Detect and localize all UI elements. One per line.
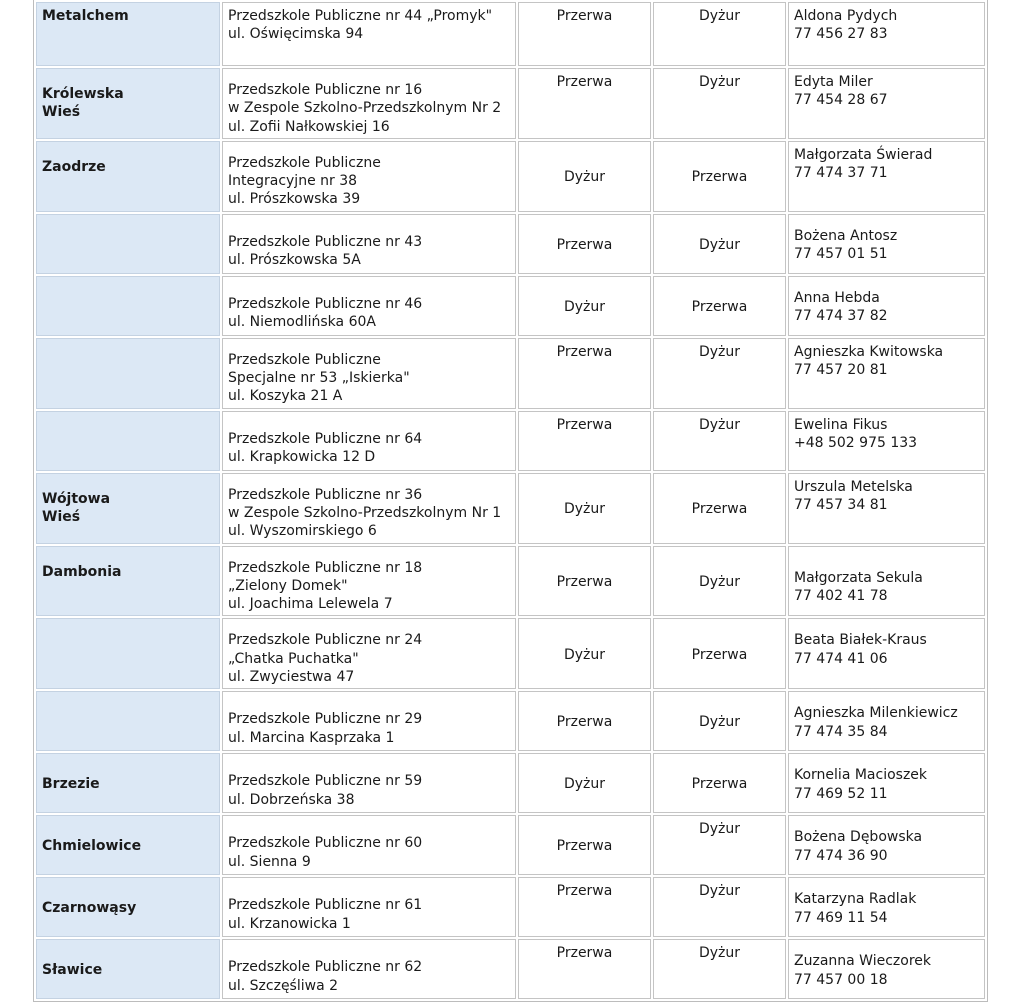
table-row [36, 691, 985, 751]
text-line: 77 474 37 82 [794, 308, 888, 325]
text-line: ul. Prószkowska 5A [228, 252, 361, 269]
text-line: ul. Zofii Nałkowskiej 16 [228, 118, 390, 135]
contact-cell [788, 411, 985, 471]
institution-cell [222, 939, 516, 999]
contact-cell [788, 214, 985, 274]
area-cell [36, 276, 220, 336]
text-line: Przedszkole Publiczne nr 46 [228, 295, 423, 312]
text-line: 77 474 41 06 [794, 650, 888, 667]
table-row [36, 815, 985, 875]
text-line: Bożena Antosz [794, 227, 898, 244]
status-cell-b: Dyżur [653, 691, 786, 751]
area-cell [36, 411, 220, 471]
table-row [36, 546, 985, 617]
text-line: 77 457 20 81 [794, 362, 888, 379]
area-name: Metalchem [42, 8, 129, 24]
text-line: Przedszkole Publiczne nr 29 [228, 711, 423, 728]
text-line: Beata Białek-Kraus [794, 632, 927, 649]
text-line: ul. Koszyka 21 A [228, 388, 343, 405]
contact-cell [788, 691, 985, 751]
status-cell-b: Przerwa [653, 473, 786, 544]
status-cell-b: Dyżur [653, 338, 786, 409]
text-line: Przedszkole Publiczne nr 43 [228, 233, 423, 250]
table-row [36, 2, 985, 66]
contact-cell [788, 141, 985, 212]
text-line: Przedszkole Publiczne nr 62 [228, 959, 423, 976]
text-line: Przedszkole Publiczne nr 44 „Promyk" [228, 8, 493, 24]
area-name: Czarnowąsy [42, 900, 137, 917]
contact-cell [788, 276, 985, 336]
area-cell [36, 214, 220, 274]
table-row [36, 276, 985, 336]
status-cell-b: Przerwa [653, 753, 786, 813]
text-line: ul. Dobrzeńska 38 [228, 791, 355, 808]
institution-cell [222, 411, 516, 471]
status-cell-a: Przerwa [518, 68, 651, 139]
area-cell [36, 618, 220, 689]
status-cell-b: Dyżur [653, 939, 786, 999]
text-line: Aldona Pydych [794, 8, 898, 24]
status-cell-a: Dyżur [518, 276, 651, 336]
text-line: 77 457 34 81 [794, 496, 888, 513]
institution-cell [222, 546, 516, 617]
status-cell-b: Dyżur [653, 546, 786, 617]
institution-cell [222, 691, 516, 751]
text-line: ul. Joachima Lelewela 7 [228, 596, 393, 613]
text-line: 77 402 41 78 [794, 587, 888, 604]
status-cell-a: Przerwa [518, 411, 651, 471]
institution-cell [222, 2, 516, 66]
text-line: Katarzyna Radlak [794, 891, 917, 908]
contact-cell [788, 815, 985, 875]
text-line: w Zespole Szkolno-Przedszkolnym Nr 2 [228, 100, 502, 117]
status-cell-b: Dyżur [653, 214, 786, 274]
status-cell-a: Przerwa [518, 691, 651, 751]
text-line: ul. Prószkowska 39 [228, 191, 361, 208]
text-line: Przedszkole Publiczne [228, 154, 381, 171]
text-line: Integracyjne nr 38 [228, 173, 358, 190]
text-line: Ewelina Fikus [794, 416, 888, 433]
text-line: +48 502 975 133 [794, 434, 918, 451]
text-line: „Zielony Domek" [228, 577, 348, 594]
contact-cell [788, 753, 985, 813]
text-line: ul. Krzanowicka 1 [228, 915, 351, 932]
contact-cell [788, 546, 985, 617]
text-line: Kornelia Macioszek [794, 767, 928, 784]
status-cell-b: Przerwa [653, 276, 786, 336]
area-cell [36, 939, 220, 999]
text-line: ul. Krapkowicka 12 D [228, 448, 376, 465]
text-line: Agnieszka Kwitowska [794, 343, 944, 360]
text-line: Przedszkole Publiczne nr 24 [228, 632, 423, 649]
text-line: 77 474 36 90 [794, 847, 888, 864]
text-line: 77 457 01 51 [794, 246, 888, 263]
text-line: Przedszkole Publiczne nr 18 [228, 559, 423, 576]
text-line: Urszula Metelska [794, 478, 913, 495]
status-cell-b: Dyżur [653, 2, 786, 66]
institution-cell [222, 68, 516, 139]
kindergarten-schedule-table [33, 0, 988, 1002]
institution-cell [222, 753, 516, 813]
text-line: ul. Wyszomirskiego 6 [228, 523, 377, 540]
text-line: Bożena Dębowska [794, 829, 923, 846]
table-row [36, 141, 985, 212]
institution-cell [222, 815, 516, 875]
area-name: Królewska Wieś [42, 86, 124, 121]
status-cell-a: Dyżur [518, 141, 651, 212]
institution-cell [222, 473, 516, 544]
text-line: 77 457 00 18 [794, 971, 888, 988]
institution-cell [222, 141, 516, 212]
text-line: Przedszkole Publiczne nr 16 [228, 82, 423, 98]
area-name: Chmielowice [42, 838, 142, 855]
institution-cell [222, 877, 516, 937]
area-cell [36, 473, 220, 544]
text-line: Przedszkole Publiczne nr 60 [228, 835, 423, 852]
text-line: ul. Niemodlińska 60A [228, 314, 376, 331]
text-line: 77 469 11 54 [794, 909, 888, 926]
status-cell-a: Przerwa [518, 2, 651, 66]
status-cell-a: Przerwa [518, 214, 651, 274]
institution-cell [222, 618, 516, 689]
area-cell [36, 2, 220, 66]
table-row [36, 411, 985, 471]
text-line: „Chatka Puchatka" [228, 650, 359, 667]
text-line: Agnieszka Milenkiewicz [794, 705, 958, 722]
status-cell-a: Przerwa [518, 815, 651, 875]
status-cell-a: Przerwa [518, 877, 651, 937]
status-cell-a: Dyżur [518, 473, 651, 544]
table-row [36, 338, 985, 409]
status-cell-b: Dyżur [653, 411, 786, 471]
contact-cell [788, 618, 985, 689]
contact-cell [788, 877, 985, 937]
text-line: ul. Szczęśliwa 2 [228, 977, 339, 994]
contact-cell [788, 2, 985, 66]
area-cell [36, 338, 220, 409]
text-line: Przedszkole Publiczne nr 61 [228, 897, 423, 914]
contact-cell [788, 68, 985, 139]
text-line: 77 454 28 67 [794, 92, 888, 109]
contact-cell [788, 473, 985, 544]
text-line: Edyta Miler [794, 74, 873, 90]
text-line: ul. Oświęcimska 94 [228, 26, 364, 43]
status-cell-a: Dyżur [518, 618, 651, 689]
area-cell [36, 815, 220, 875]
area-name: Dambonia [42, 563, 122, 580]
status-cell-a: Dyżur [518, 753, 651, 813]
text-line: Przedszkole Publiczne nr 64 [228, 430, 423, 447]
institution-cell [222, 338, 516, 409]
table-row [36, 939, 985, 999]
institution-cell [222, 276, 516, 336]
status-cell-a: Przerwa [518, 546, 651, 617]
status-cell-b: Dyżur [653, 877, 786, 937]
table-row [36, 473, 985, 544]
area-cell [36, 141, 220, 212]
area-name: Zaodrze [42, 158, 106, 175]
area-name: Wójtowa Wieś [42, 490, 111, 525]
text-line: ul. Marcina Kasprzaka 1 [228, 729, 395, 746]
text-line: ul. Zwyciestwa 47 [228, 669, 355, 686]
status-cell-b: Przerwa [653, 618, 786, 689]
institution-cell [222, 214, 516, 274]
area-cell [36, 691, 220, 751]
table-row [36, 618, 985, 689]
area-cell [36, 546, 220, 617]
status-cell-a: Przerwa [518, 338, 651, 409]
text-line: Małgorzata Świerad [794, 146, 933, 163]
text-line: 77 474 35 84 [794, 723, 888, 740]
text-line: 77 474 37 71 [794, 165, 888, 182]
table-row [36, 877, 985, 937]
table-row [36, 753, 985, 813]
text-line: Specjalne nr 53 „Iskierka" [228, 370, 410, 387]
area-name: Sławice [42, 962, 103, 979]
text-line: Przedszkole Publiczne [228, 351, 381, 368]
text-line: 77 456 27 83 [794, 26, 888, 43]
contact-cell [788, 939, 985, 999]
status-cell-b: Przerwa [653, 141, 786, 212]
area-name: Brzezie [42, 776, 100, 793]
table-row [36, 214, 985, 274]
table-row [36, 68, 985, 139]
text-line: 77 469 52 11 [794, 785, 888, 802]
text-line: Zuzanna Wieczorek [794, 953, 931, 970]
text-line: Anna Hebda [794, 289, 880, 306]
text-line: Małgorzata Sekula [794, 569, 923, 586]
text-line: ul. Sienna 9 [228, 853, 311, 870]
area-cell [36, 877, 220, 937]
status-cell-b: Dyżur [653, 815, 786, 875]
text-line: Przedszkole Publiczne nr 36 [228, 486, 423, 503]
status-cell-a: Przerwa [518, 939, 651, 999]
contact-cell [788, 338, 985, 409]
text-line: Przedszkole Publiczne nr 59 [228, 773, 423, 790]
status-cell-b: Dyżur [653, 68, 786, 139]
text-line: w Zespole Szkolno-Przedszkolnym Nr 1 [228, 504, 502, 521]
area-cell [36, 753, 220, 813]
area-cell [36, 68, 220, 139]
